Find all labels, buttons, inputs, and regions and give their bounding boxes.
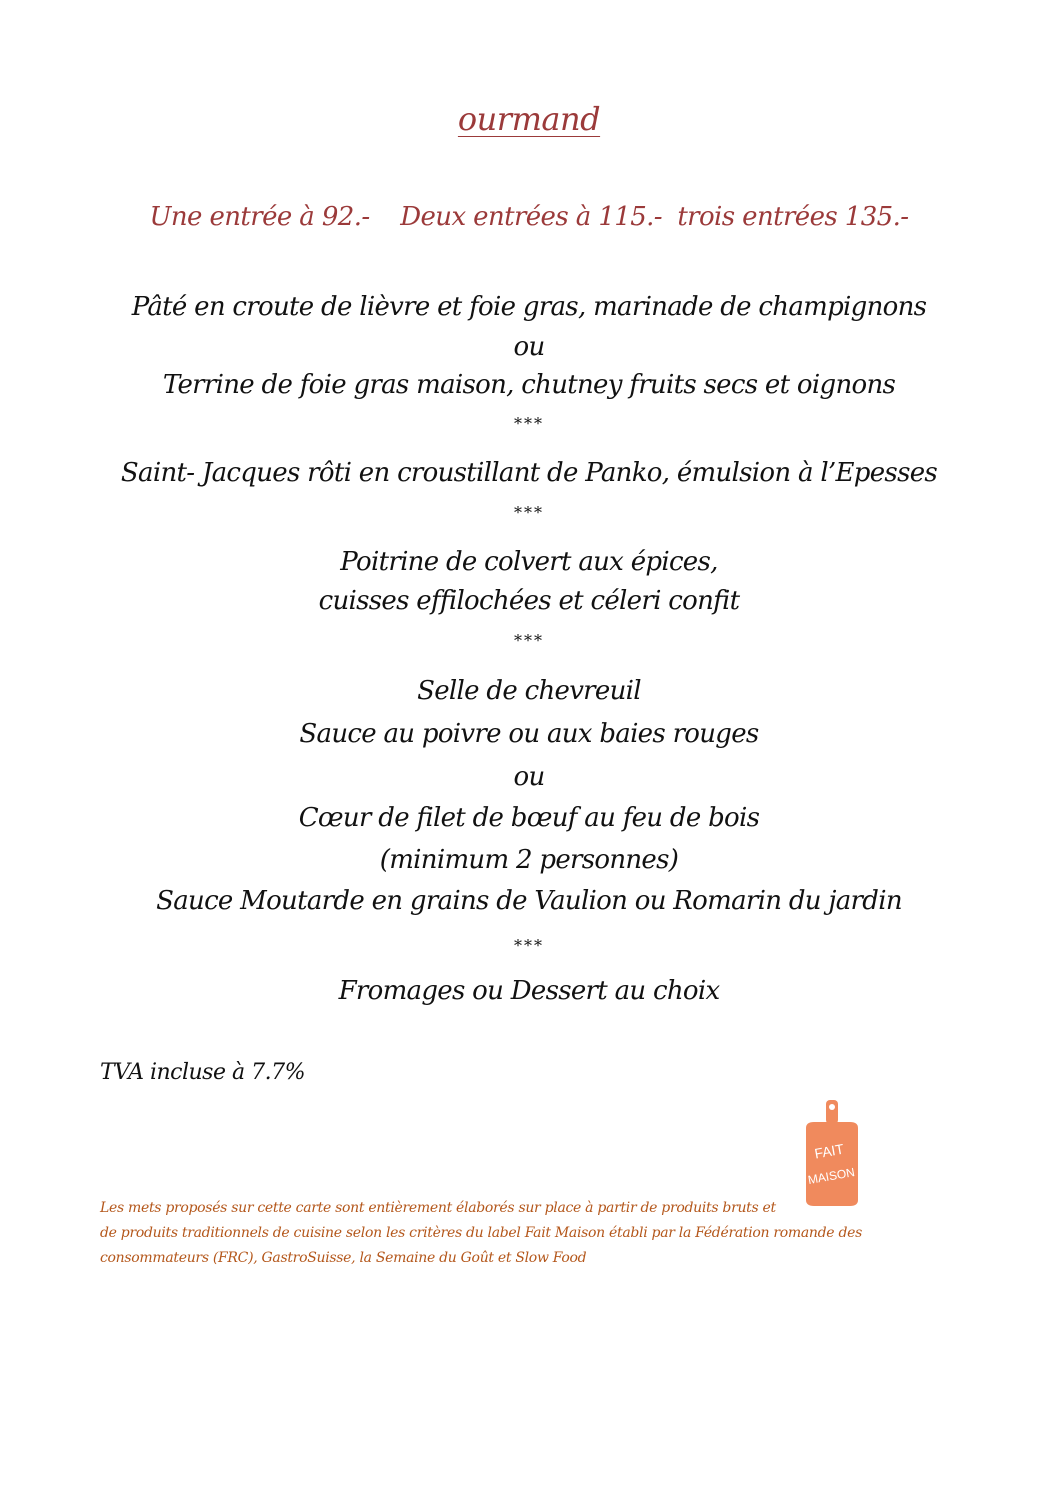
- menu-line: Fromages ou Dessert au choix: [338, 976, 720, 1006]
- menu-prices: Une entrée à 92.- Deux entrées à 115.- trois entrées 135.-: [149, 202, 909, 232]
- course-separator: ***: [514, 414, 544, 433]
- menu-line: Terrine de foie gras maison, chutney fruits secs et oignons: [162, 370, 896, 400]
- menu-line: (minimum 2 personnes): [379, 845, 679, 875]
- course-separator: ***: [514, 503, 544, 522]
- course-separator: ***: [514, 936, 544, 955]
- footnote-line: de produits traditionnels de cuisine selon les critères du label Fait Maison établi par la Fédération romande des: [100, 1225, 862, 1241]
- menu-line: Poitrine de colvert aux épices,: [340, 547, 718, 577]
- fait-maison-footnote: [100, 1196, 920, 1271]
- footnote-line: consommateurs (FRC), GastroSuisse, la Semaine du Goût et Slow Food: [100, 1250, 587, 1266]
- fait-maison-logo: [800, 1098, 864, 1208]
- menu-line: Sauce au poivre ou aux baies rouges: [299, 719, 759, 749]
- course-separator: ***: [514, 631, 544, 650]
- logo-text-fait: FAIT: [813, 1140, 846, 1162]
- tva-note: TVA incluse à 7.7%: [100, 1060, 305, 1085]
- menu-line-or: ou: [513, 332, 545, 362]
- menu-line: Pâté en croute de lièvre et foie gras, marinade de champignons: [131, 292, 927, 322]
- menu-line: Cœur de filet de bœuf au feu de bois: [298, 803, 760, 833]
- logo-text-maison: MAISON: [806, 1165, 856, 1188]
- menu-line: Saint- Jacques rôti en croustillant de Panko, émulsion à l’Epesses: [120, 458, 938, 488]
- menu-title: ourmand: [457, 100, 601, 138]
- menu-line: cuisses effilochées et céleri confit: [318, 586, 740, 616]
- menu-line: Sauce Moutarde en grains de Vaulion ou Romarin du jardin: [156, 886, 902, 916]
- menu-line: Selle de chevreuil: [417, 676, 641, 706]
- menu-line-or: ou: [513, 762, 545, 792]
- footnote-line: Les mets proposés sur cette carte sont entièrement élaborés sur place à partir de produits bruts et: [100, 1200, 776, 1216]
